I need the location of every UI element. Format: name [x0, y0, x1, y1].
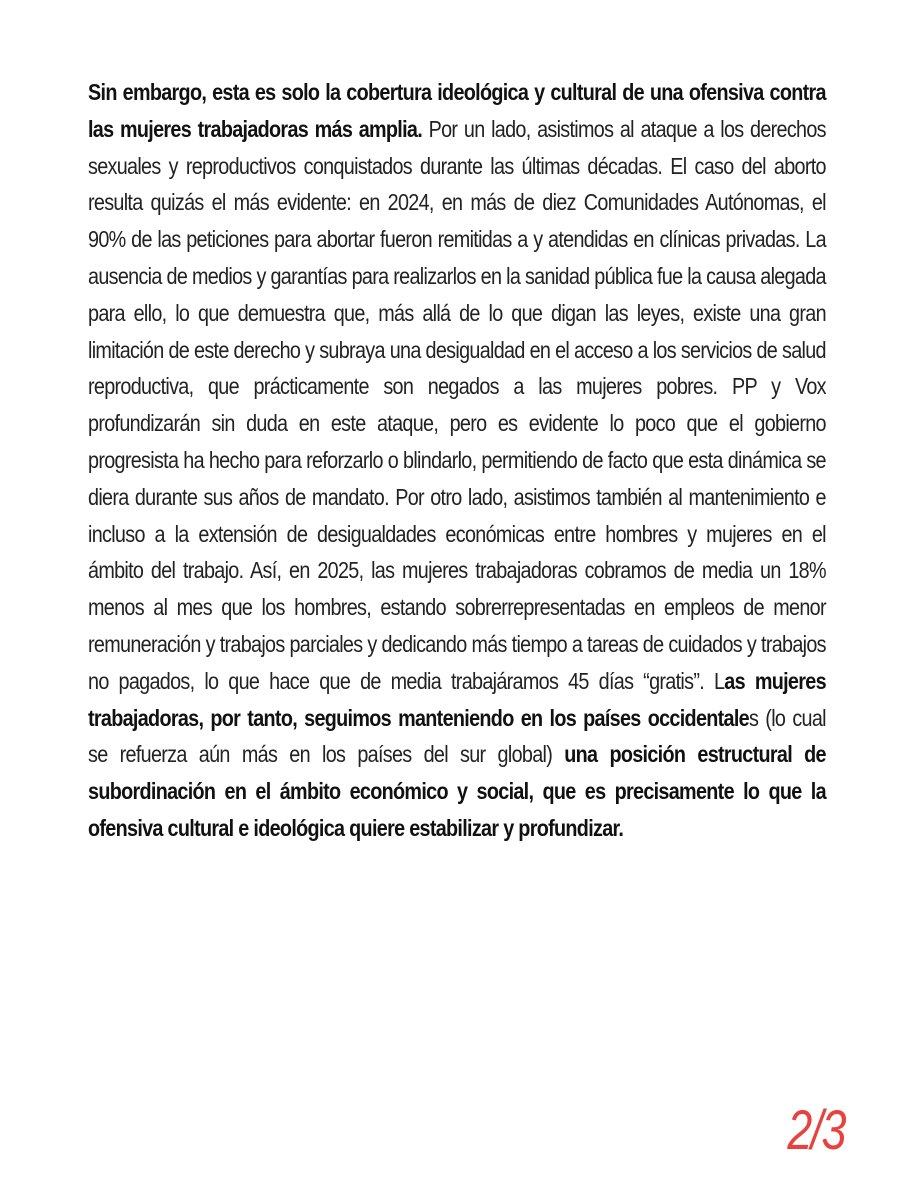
- text-segment-regular: Por un lado, asistimos al ataque a los derechos sexuales y reproductivos conquistados durante las últimas décadas. El caso del aborto resulta quizás el más evidente: en 2024, en más de diez Comunidades Autónomas, el 90% de las peticiones para abortar fueron remitidas a y atendidas en clínicas privadas. La ausencia de medios y garantías para realizarlos en la sanidad pública fue la causa alegada para ello, lo que demuestra que, más allá de lo que digan las leyes, existe una gran limitación de este derecho y subraya una desigualdad en el acceso a los servicios de salud reproductiva, que prácticamente son negados a las mujeres pobres. PP y Vox profundizarán sin duda en este ataque, pero es evidente lo poco que el gobierno progresista ha hecho para reforzarlo o blindarlo, permitiendo de facto que esta dinámica se diera durante sus años de mandato. Por otro lado, asistimos también al mantenimiento e incluso a la extensión de desigualdades económicas entre hombres y mujeres en el ámbito del trabajo. Así, en 2025, las mujeres trabajadoras cobramos de media un 18% menos al mes que los hombres, estando sobrerrepresentadas en empleos de menor remuneración y trabajos parciales y dedicando más tiempo a tareas de cuidados y trabajos no pagados, lo que hace que de media trabajáramos 45 días “gratis”. L: [88, 115, 826, 694]
- article-body: [88, 74, 826, 847]
- text-segment-bold: Sin embargo, esta es solo la cobertura ideológica y cultural de una ofensiva contra las mujeres trabajadoras más amplia.: [88, 79, 826, 142]
- text-segment-regular: s (lo cual se refuerza aún más en los países del sur global): [88, 704, 826, 768]
- text-segment-bold: as mujeres trabajadoras, por tanto, seguimos manteniendo en los países occidentale: [88, 667, 826, 731]
- page-number: 2/3: [787, 1098, 845, 1161]
- article-paragraph: [88, 74, 826, 847]
- text-segment-bold: una posición estructural de subordinación en el ámbito económico y social, que es precisamente lo que la ofensiva cultural e ideológica quiere estabilizar y profundizar.: [88, 741, 826, 841]
